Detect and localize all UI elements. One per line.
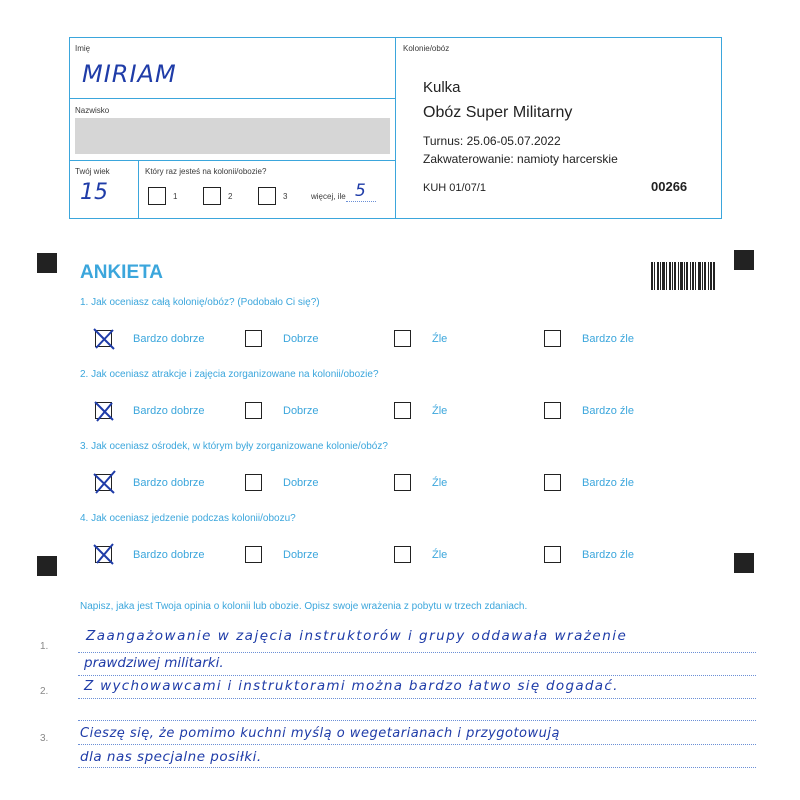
q3-dobrze-checkbox[interactable] [245, 474, 262, 491]
q1-dobrze-checkbox[interactable] [245, 330, 262, 347]
numer-text: 00266 [651, 179, 688, 194]
opinion-number-2: 2. [40, 686, 49, 697]
corner-marker-bottom-right [734, 553, 754, 573]
q3-bardzo-dobrze-label: Bardzo dobrze [133, 477, 205, 489]
q4-bardzo-dobrze-label: Bardzo dobrze [133, 549, 205, 561]
question-2: 2. Jak oceniasz atrakcje i zajęcia zorganizowane na kolonii/obozie? [80, 369, 379, 380]
opinion-line-2 [78, 675, 756, 676]
q1-zle-checkbox[interactable] [394, 330, 411, 347]
q4-dobrze-label: Dobrze [283, 549, 319, 561]
imie-label: Imię [75, 44, 91, 53]
q1-check-mark-icon [92, 327, 116, 351]
corner-marker-top-left [37, 253, 57, 273]
survey-title: ANKIETA [80, 262, 164, 283]
q2-bardzo-zle-label: Bardzo źle [582, 405, 634, 417]
q1-zle-label: Źle [432, 333, 448, 345]
visit-2-checkbox[interactable] [203, 187, 221, 205]
wiecej-dotline [346, 201, 376, 202]
opinion-line-6 [78, 767, 756, 768]
opinion-line-4 [78, 720, 756, 721]
barcode-icon [651, 262, 715, 290]
corner-marker-top-right [734, 250, 754, 270]
wiecej-label: więcej, ile [311, 192, 346, 201]
question-3: 3. Jak oceniasz ośrodek, w którym były zorganizowane kolonie/obóz? [80, 441, 388, 452]
opinion-prompt: Napisz, jaka jest Twoja opinia o kolonii lub obozie. Opisz swoje wrażenia z pobytu w trzech zdaniach. [80, 601, 528, 612]
kolonia-label: Kolonie/obóz [403, 44, 450, 53]
opinion-text-3: Z wychowawcami i instruktorami można bardzo łatwo się dogadać. [84, 678, 619, 694]
q3-dobrze-label: Dobrze [283, 477, 319, 489]
q3-check-mark-icon [92, 470, 116, 494]
q3-bardzo-zle-checkbox[interactable] [544, 474, 561, 491]
corner-marker-bottom-left [37, 556, 57, 576]
q4-check-mark-icon [92, 542, 116, 566]
wiecej-value: 5 [355, 181, 366, 201]
visit-3-label: 3 [283, 192, 288, 201]
wiek-divider [138, 160, 139, 218]
q2-check-mark-icon [92, 399, 116, 423]
wiek-label: Twój wiek [75, 167, 110, 176]
opinion-number-1: 1. [40, 641, 49, 652]
nazwisko-divider [69, 160, 396, 161]
q4-bardzo-zle-label: Bardzo źle [582, 549, 634, 561]
visit-1-checkbox[interactable] [148, 187, 166, 205]
question-4: 4. Jak oceniasz jedzenie podczas kolonii/obozu? [80, 513, 296, 524]
zakwaterowanie-text: Zakwaterowanie: namioty harcerskie [423, 152, 618, 166]
imie-divider [69, 98, 396, 99]
nazwisko-label: Nazwisko [75, 106, 110, 115]
opinion-line-5 [78, 744, 756, 745]
opinion-text-4: Cieszę się, że pomimo kuchni myślą o wegetarianach i przygotowują [80, 726, 560, 741]
q2-bardzo-zle-checkbox[interactable] [544, 402, 561, 419]
redacted-surname [75, 118, 390, 154]
opinion-number-3: 3. [40, 733, 49, 744]
turnus-text: Turnus: 25.06-05.07.2022 [423, 134, 561, 148]
q4-dobrze-checkbox[interactable] [245, 546, 262, 563]
q2-dobrze-label: Dobrze [283, 405, 319, 417]
q4-zle-checkbox[interactable] [394, 546, 411, 563]
oboz-name: Obóz Super Militarny [423, 104, 573, 121]
opinion-text-1: Zaangażowanie w zajęcia instruktorów i grupy oddawała wrażenie [86, 628, 628, 644]
ktory-raz-label: Który raz jesteś na kolonii/obozie? [145, 167, 267, 176]
q2-zle-checkbox[interactable] [394, 402, 411, 419]
header-divider [395, 37, 396, 218]
q3-zle-label: Źle [432, 477, 448, 489]
q4-zle-label: Źle [432, 549, 448, 561]
imie-value: MIRIAM [82, 60, 177, 88]
q1-bardzo-zle-checkbox[interactable] [544, 330, 561, 347]
opinion-line-3 [78, 698, 756, 699]
opinion-line-1 [78, 652, 756, 653]
question-1: 1. Jak oceniasz całą kolonię/obóz? (Podobało Ci się?) [80, 297, 320, 308]
q1-dobrze-label: Dobrze [283, 333, 319, 345]
q1-bardzo-zle-label: Bardzo źle [582, 333, 634, 345]
kolonia-name: Kulka [423, 79, 461, 96]
q1-bardzo-dobrze-label: Bardzo dobrze [133, 333, 205, 345]
q4-bardzo-zle-checkbox[interactable] [544, 546, 561, 563]
q2-zle-label: Źle [432, 405, 448, 417]
visit-2-label: 2 [228, 192, 233, 201]
visit-3-checkbox[interactable] [258, 187, 276, 205]
wiek-value: 15 [80, 180, 108, 205]
kod-text: KUH 01/07/1 [423, 182, 486, 194]
q2-dobrze-checkbox[interactable] [245, 402, 262, 419]
visit-1-label: 1 [173, 192, 178, 201]
opinion-text-2: prawdziwej militarki. [84, 655, 224, 671]
opinion-text-5: dla nas specjalne posiłki. [80, 749, 262, 765]
q3-zle-checkbox[interactable] [394, 474, 411, 491]
q3-bardzo-zle-label: Bardzo źle [582, 477, 634, 489]
q2-bardzo-dobrze-label: Bardzo dobrze [133, 405, 205, 417]
